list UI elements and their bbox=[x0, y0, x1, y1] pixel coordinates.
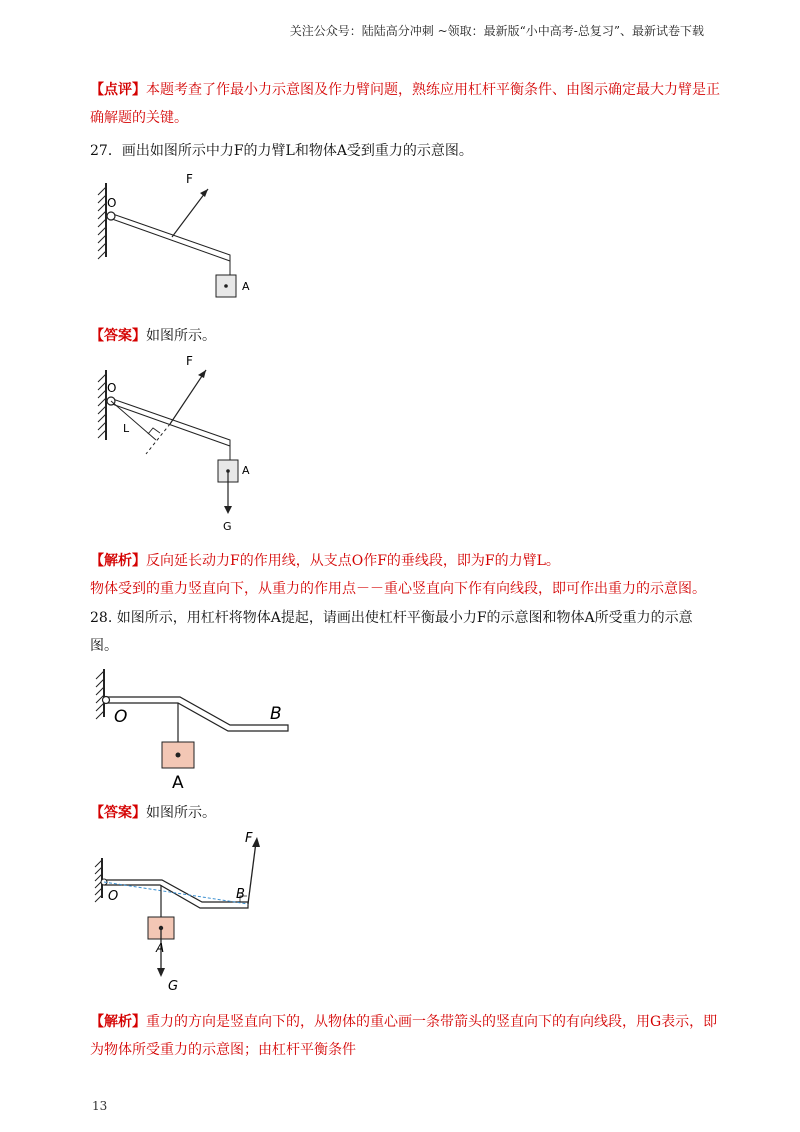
label-a-2: A bbox=[242, 464, 250, 477]
lever-rod bbox=[110, 213, 230, 261]
label-a-3: A bbox=[172, 773, 184, 793]
label-f: F bbox=[186, 172, 193, 186]
q27-analysis-line2: 物体受到的重力竖直向下，从重力的作用点－－重心竖直向下作有向线段，即可作出重力的示意图。 bbox=[90, 581, 706, 597]
q28-figure-answer bbox=[90, 828, 280, 998]
question-28: 28. 如图所示，用杠杆将物体A提起，请画出使杠杆平衡最小力F的示意图和物体A所受重力的示意图。 bbox=[90, 610, 693, 654]
q28-answer bbox=[90, 799, 720, 827]
q28-analysis bbox=[90, 1008, 720, 1064]
wall-hatching-3 bbox=[96, 669, 104, 719]
comment-paragraph bbox=[90, 76, 720, 132]
arm-ob-dashed bbox=[104, 882, 248, 904]
q28-answer-text: 如图所示。 bbox=[146, 805, 216, 821]
force-f-arrow-3 bbox=[248, 842, 256, 904]
pivot-o-3 bbox=[103, 697, 110, 704]
label-o-4: O bbox=[108, 889, 119, 904]
label-a-4: A bbox=[156, 941, 165, 955]
pivot-o bbox=[107, 212, 115, 220]
force-extension-dashed bbox=[146, 424, 170, 454]
q27-answer-text: 如图所示。 bbox=[146, 328, 216, 344]
force-f-arrowhead-3 bbox=[252, 837, 260, 847]
right-angle-mark bbox=[148, 428, 160, 434]
block-a-center bbox=[224, 284, 228, 288]
label-g-2: G bbox=[168, 979, 179, 994]
force-f-arrow bbox=[172, 189, 208, 237]
bent-lever-2 bbox=[104, 880, 248, 908]
q27-analysis-line1: 反向延长动力F的作用线，从支点O作F的垂线段，即为F的力臂L。 bbox=[146, 553, 560, 569]
force-f-arrowhead-2 bbox=[198, 370, 206, 378]
gravity-g-arrowhead bbox=[224, 506, 232, 514]
q28-analysis-text: 重力的方向是竖直向下的，从物体的重心画一条带箭头的竖直向下的有向线段，用G表示，即为物体所受重力的示意图；由杠杆平衡条件 bbox=[90, 1014, 718, 1058]
comment-text: 本题考查了作最小力示意图及作力臂问题，熟练应用杠杆平衡条件、由图示确定最大力臂是正确解题的关键。 bbox=[90, 82, 720, 126]
q27-figure-question bbox=[90, 165, 280, 305]
label-b: B bbox=[270, 704, 282, 724]
label-a: A bbox=[242, 280, 250, 293]
label-o-2: O bbox=[107, 381, 117, 395]
q27-figure-answer bbox=[90, 350, 280, 540]
label-o: O bbox=[107, 196, 117, 210]
label-b-2: B bbox=[236, 887, 245, 902]
question-27: 27．画出如图所示中力F的力臂L和物体A受到重力的示意图。 bbox=[90, 143, 473, 159]
q27-analysis-tag: 【解析】 bbox=[90, 553, 146, 569]
force-f-arrowhead bbox=[200, 189, 208, 197]
q27-analysis bbox=[90, 547, 720, 575]
wall-hatching-4 bbox=[95, 858, 102, 902]
q28-analysis-tag: 【解析】 bbox=[90, 1014, 146, 1030]
page-header: 关注公众号：陆陆高分冲刺 ~领取：最新版“小中高考-总复习”、最新试卷下载 bbox=[289, 24, 704, 38]
q28-figure-question bbox=[90, 665, 300, 795]
q27-answer-tag: 【答案】 bbox=[90, 328, 146, 344]
label-f-3: F bbox=[245, 831, 253, 846]
comment-tag: 【点评】 bbox=[90, 82, 146, 98]
bent-lever bbox=[106, 697, 288, 731]
page-number: 13 bbox=[92, 1099, 108, 1113]
wall-hatching bbox=[98, 183, 106, 259]
q27-answer bbox=[90, 322, 720, 350]
force-f-arrow-2 bbox=[170, 370, 206, 424]
wall-hatching-2 bbox=[98, 370, 106, 440]
label-o-3: O bbox=[114, 707, 128, 727]
label-f-2: F bbox=[186, 354, 193, 368]
label-g: G bbox=[223, 520, 232, 533]
label-l: L bbox=[123, 422, 130, 435]
block-a-center-3 bbox=[176, 753, 181, 758]
gravity-g-arrowhead-2 bbox=[157, 968, 165, 977]
q28-answer-tag: 【答案】 bbox=[90, 805, 146, 821]
